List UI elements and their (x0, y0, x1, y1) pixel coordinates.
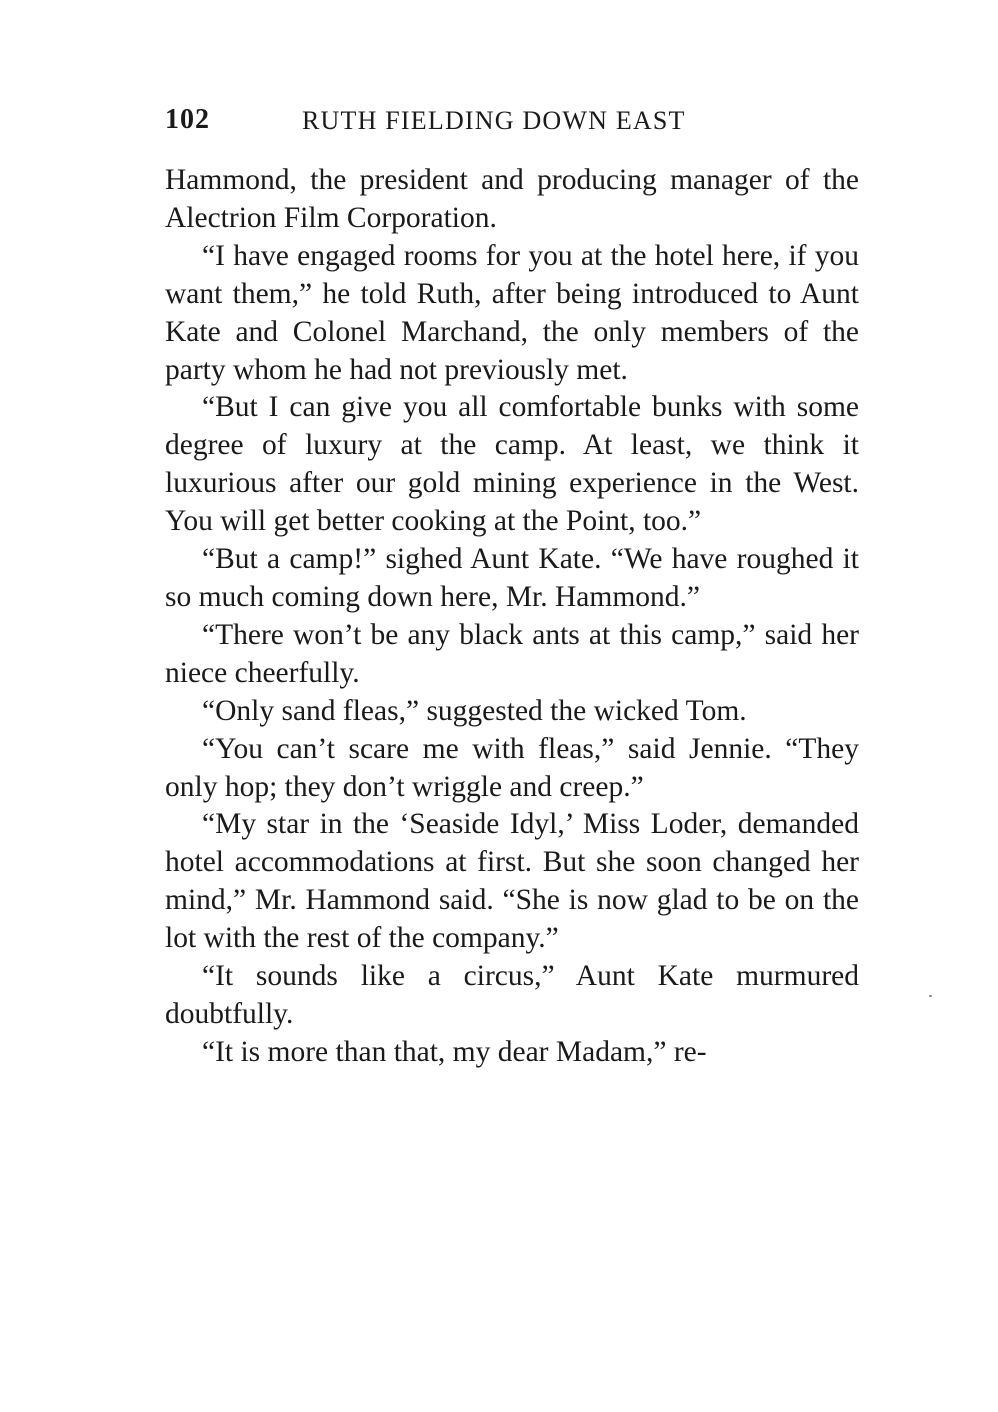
paragraph: “But I can give you all comfortable bunks with some degree of luxury at the camp. At least, we think it luxurious after our gold mining experience in the West. You will get better cooking at the Point, too.” (165, 391, 859, 538)
scan-speck (929, 995, 932, 997)
paragraph: “But a camp!” sighed Aunt Kate. “We have roughed it so much coming down here, Mr. Hammond.” (165, 543, 859, 613)
paragraph: “There won’t be any black ants at this camp,” said her niece cheerfully. (165, 618, 859, 689)
page-number: 102 (165, 104, 210, 135)
paragraph: “It is more than that, my dear Madam,” re- (202, 1035, 707, 1068)
body-text (165, 162, 859, 1072)
paragraph: “My star in the ‘Seaside Idyl,’ Miss Loder, demanded hotel accommodations at first. But she soon changed her mind,” Mr. Hammond said. “She is now glad to be on the lot with the rest of the company.” (165, 808, 859, 955)
paragraph: “You can’t scare me with fleas,” said Jennie. “They only hop; they don’t wriggle and creep.” (165, 732, 859, 803)
running-title: RUTH FIELDING DOWN EAST (302, 106, 686, 135)
paragraph: “I have engaged rooms for you at the hotel here, if you want them,” he told Ruth, after being introduced to Aunt Kate and Colonel Marchand, the only members of the party whom he had not previously met. (165, 239, 859, 386)
paragraph-continuation: Hammond, the president and producing manager of the Alectrion Film Corporation. (165, 164, 859, 234)
paragraph: “Only sand fleas,” suggested the wicked Tom. (202, 694, 747, 727)
paragraph: “It sounds like a circus,” Aunt Kate murmured doubtfully. (165, 960, 859, 1030)
running-head (165, 104, 859, 144)
